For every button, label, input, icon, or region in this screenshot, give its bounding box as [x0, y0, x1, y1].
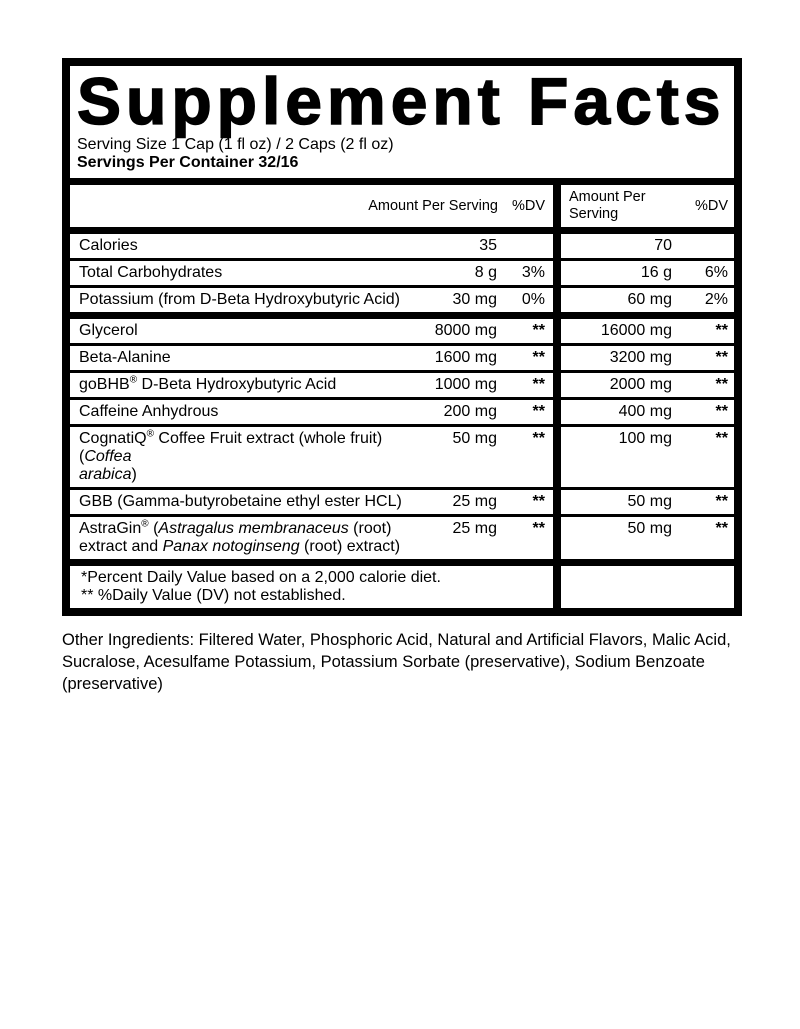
nutrient-rows-group [70, 234, 734, 312]
dv-serving-1: 0% [521, 291, 545, 309]
amount-serving-1: 35 [479, 237, 497, 255]
row-right-cell [561, 400, 734, 424]
dv-header-2: %DV [694, 197, 728, 214]
amount-serving-2: 60 mg [627, 291, 672, 309]
dv-serving-1: ** [532, 322, 545, 340]
row-right-cell [561, 490, 734, 514]
supplement-row [70, 490, 734, 514]
row-left-cell [70, 261, 553, 285]
dv-serving-2: ** [715, 376, 728, 394]
ingredient-name: Potassium (from D-Beta Hydroxybutyric Acid) [79, 291, 400, 309]
row-left-cell [70, 234, 553, 258]
amount-serving-1: 8 g [474, 264, 497, 282]
footnote-row [70, 566, 734, 608]
supplement-facts-panel [62, 58, 742, 616]
dv-serving-1: ** [532, 430, 545, 448]
amount-serving-1: 1000 mg [434, 376, 497, 394]
dv-serving-2: ** [715, 520, 728, 538]
dv-header-1: %DV [511, 197, 545, 214]
column-header-left [70, 185, 553, 227]
dv-serving-2: ** [715, 430, 728, 448]
ingredient-name: CognatiQ® Coffee Fruit extract (whole fruit) (Coffea arabica) [79, 429, 383, 484]
row-left-cell [70, 373, 553, 397]
dv-serving-1: ** [532, 376, 545, 394]
dv-serving-1: 3% [521, 264, 545, 282]
column-header-row [70, 185, 734, 227]
other-ingredients-text: Other Ingredients: Filtered Water, Phosphoric Acid, Natural and Artificial Flavors, Malic Acid, Sucralose, Acesulfame Potassium, Potassium Sorbate (preservative), Sodium Benzoate (preservative) [62, 631, 731, 694]
ingredient-name: Caffeine Anhydrous [79, 403, 219, 421]
amount-serving-2: 16 g [640, 264, 672, 282]
dv-serving-1: ** [532, 403, 545, 421]
facts-table [70, 178, 734, 608]
ingredient-name: Beta-Alanine [79, 349, 171, 367]
supplement-rows-group [70, 319, 734, 559]
supplement-row [70, 517, 734, 559]
dv-serving-2: 2% [704, 291, 728, 309]
ingredient-name: goBHB® D-Beta Hydroxybutyric Acid [79, 375, 337, 394]
nutrient-row [70, 288, 734, 312]
dv-serving-1: ** [532, 493, 545, 511]
dv-serving-2: ** [715, 322, 728, 340]
label-header [70, 66, 734, 178]
supplement-row [70, 346, 734, 370]
row-right-cell [561, 261, 734, 285]
amount-serving-2: 2000 mg [609, 376, 672, 394]
row-right-cell [561, 427, 734, 487]
amount-serving-1: 25 mg [452, 493, 497, 511]
amount-serving-1: 200 mg [443, 403, 497, 421]
footnote-line-1: *Percent Daily Value based on a 2,000 calorie diet. [81, 569, 441, 587]
dv-serving-2: ** [715, 493, 728, 511]
ingredient-name: Calories [79, 237, 138, 255]
row-right-cell [561, 319, 734, 343]
column-header-right [561, 185, 734, 227]
row-left-cell [70, 319, 553, 343]
amount-serving-2: 100 mg [618, 430, 672, 448]
row-left-cell [70, 517, 553, 559]
ingredient-name: Glycerol [79, 322, 138, 340]
amount-serving-1: 25 mg [452, 520, 497, 538]
supplement-row [70, 427, 734, 487]
ingredient-name: GBB (Gamma-butyrobetaine ethyl ester HCL) [79, 493, 402, 511]
nutrient-row [70, 234, 734, 258]
supplement-row [70, 319, 734, 343]
nutrient-row [70, 261, 734, 285]
dv-serving-1: ** [532, 520, 545, 538]
servings-per-container-text: Servings Per Container 32/16 [77, 154, 299, 172]
row-right-cell [561, 288, 734, 312]
row-left-cell [70, 427, 553, 487]
ingredient-name: Total Carbohydrates [79, 264, 223, 282]
amount-serving-2: 400 mg [618, 403, 672, 421]
supplement-row [70, 400, 734, 424]
dv-serving-2: ** [715, 403, 728, 421]
footnote-empty-cell [561, 566, 734, 608]
serving-size-text: Serving Size 1 Cap (1 fl oz) / 2 Caps (2 fl oz) [77, 136, 394, 154]
amount-per-serving-header-2: Amount Per Serving [569, 189, 646, 223]
ingredient-name: AstraGin® (Astragalus membranaceus (root) extract and Panax notoginseng (root) extract) [79, 519, 401, 556]
dv-serving-2: 6% [704, 264, 728, 282]
amount-serving-1: 50 mg [452, 430, 497, 448]
amount-serving-1: 1600 mg [434, 349, 497, 367]
row-right-cell [561, 346, 734, 370]
dv-serving-1: ** [532, 349, 545, 367]
amount-per-serving-header-1: Amount Per Serving [368, 197, 498, 214]
footnote-cell [70, 566, 553, 608]
row-right-cell [561, 234, 734, 258]
amount-serving-1: 30 mg [452, 291, 497, 309]
row-left-cell [70, 288, 553, 312]
row-left-cell [70, 346, 553, 370]
supplement-row [70, 373, 734, 397]
footnote-line-2: ** %Daily Value (DV) not established. [81, 587, 346, 605]
dv-serving-2: ** [715, 349, 728, 367]
row-left-cell [70, 400, 553, 424]
label-title: Supplement Facts [77, 64, 726, 138]
amount-serving-2: 70 [654, 237, 672, 255]
row-right-cell [561, 373, 734, 397]
row-left-cell [70, 490, 553, 514]
amount-serving-2: 50 mg [627, 493, 672, 511]
amount-serving-2: 16000 mg [600, 322, 672, 340]
amount-serving-1: 8000 mg [434, 322, 497, 340]
row-right-cell [561, 517, 734, 559]
amount-serving-2: 3200 mg [609, 349, 672, 367]
amount-serving-2: 50 mg [627, 520, 672, 538]
